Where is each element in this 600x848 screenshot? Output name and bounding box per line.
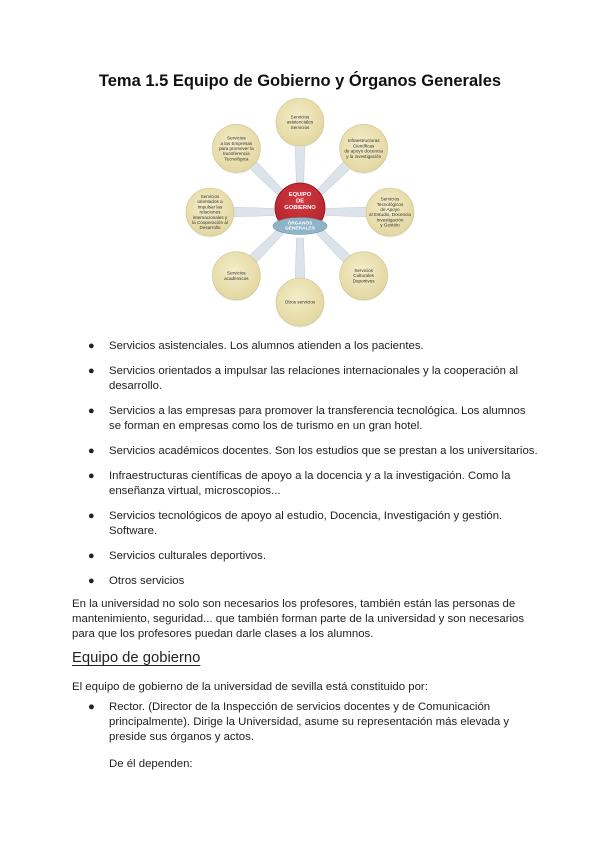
list-item xyxy=(88,364,538,394)
bullet-icon: ● xyxy=(88,445,95,457)
node-label: Tecnológica xyxy=(224,156,249,162)
bullet-icon: ● xyxy=(88,405,95,417)
node-label: Desarrollo xyxy=(199,225,221,231)
rector-text: Rector. (Director de la Inspección de servicios docentes y de Comunicación principalmente). Dirige la Universidad, asume su representación más elevada y preside sus órganos y actos. xyxy=(109,701,510,743)
organization-diagram xyxy=(180,98,420,330)
list-item xyxy=(88,574,538,589)
node-label: Servicios xyxy=(227,135,246,141)
node-label: académicos xyxy=(224,275,249,281)
paragraph-staff: En la universidad no solo son necesarios los profesores, también están las personas de mantenimiento, seguridad... que también forman parte de la universidad y son necesarios para que los profesores puedan darle clases a los alumnos. xyxy=(72,598,525,640)
node-label: a las Empresas xyxy=(220,140,253,146)
node-label: Servicios xyxy=(354,268,373,274)
node-label: orientados a xyxy=(197,199,223,205)
list-item-text: Servicios tecnológicos de apoyo al estudio, Docencia, Investigación y gestión. Software. xyxy=(109,510,503,537)
node-label: Servicios xyxy=(200,194,220,199)
node-label: Investigación xyxy=(376,217,404,223)
paragraph-intro: El equipo de gobierno de la universidad de sevilla está constituido por: xyxy=(72,681,428,693)
list-item xyxy=(88,700,538,745)
diagram-svg xyxy=(180,98,420,330)
node-label: impulsar las xyxy=(197,204,223,210)
bullet-icon: ● xyxy=(88,510,95,522)
node-label: Científicas xyxy=(352,143,375,149)
list-item-text: Infraestructuras científicas de apoyo a la docencia y a la investigación. Como la enseñanza virtual, microscopios... xyxy=(109,470,511,497)
center-label: EQUIPO xyxy=(288,192,312,198)
list-item xyxy=(88,469,538,499)
node-label: internacionales y xyxy=(192,214,228,220)
list-item-text: Servicios orientados a impulsar las relaciones internacionales y la cooperación al desarrollo. xyxy=(109,365,519,392)
node-label: Servicios xyxy=(380,196,400,202)
node-label: relaciones xyxy=(199,209,221,215)
rector-list xyxy=(88,700,538,745)
list-item-text: Servicios asistenciales. Los alumnos atienden a los pacientes. xyxy=(109,340,424,352)
ellipse-label: ÓRGANOS xyxy=(287,221,313,227)
node-label: asistenciales xyxy=(286,119,314,125)
bullet-icon: ● xyxy=(88,470,95,482)
node-label: Servicios xyxy=(290,114,310,120)
list-item-text: Otros servicios xyxy=(109,575,185,587)
list-item xyxy=(88,404,538,434)
ellipse-label: GENERALES xyxy=(285,226,315,232)
list-item-text: Servicios culturales deportivos. xyxy=(109,550,267,562)
center-label: DE xyxy=(295,198,305,205)
node-label: de apoyo docencia xyxy=(344,148,383,154)
services-list xyxy=(88,339,538,599)
bullet-icon: ● xyxy=(88,575,95,587)
list-item-text: Servicios a las empresas para promover la transferencia tecnológica. Los alumnos se forman en empresas como los de turismo en un gran hotel. xyxy=(109,405,526,432)
node-label: transferencia xyxy=(223,151,250,157)
node-label: al Estudio, Docencia xyxy=(369,212,411,218)
node-label: Culturales xyxy=(353,273,374,279)
node-label: para promover la xyxy=(218,145,254,151)
node-label: Tecnológicos xyxy=(376,201,404,207)
list-item xyxy=(88,444,538,459)
node-label: Infraestructuras xyxy=(347,138,380,144)
bullet-icon: ● xyxy=(88,701,95,713)
section-heading: Equipo de gobierno xyxy=(72,650,201,666)
node-label: y la investigación xyxy=(346,153,382,159)
node-label: Servicios xyxy=(290,124,310,130)
bullet-icon: ● xyxy=(88,340,95,352)
node-label: y Gestión xyxy=(380,222,400,228)
node-label: Otros servicios xyxy=(284,299,316,305)
node-label: de Apoyo xyxy=(380,207,400,212)
bullet-icon: ● xyxy=(88,365,95,377)
bullet-icon: ● xyxy=(88,550,95,562)
list-item xyxy=(88,549,538,564)
node-label: Deportivos xyxy=(352,278,375,284)
list-item xyxy=(88,509,538,539)
node-label: Servicios xyxy=(227,270,246,276)
list-item-text: Servicios académicos docentes. Son los estudios que se prestan a los universitarios. xyxy=(109,445,538,457)
page-title: Tema 1.5 Equipo de Gobierno y Órganos Generales xyxy=(98,72,502,90)
node-label: la Cooperación al xyxy=(192,220,228,225)
dependents-label: De él dependen: xyxy=(109,758,193,770)
list-item xyxy=(88,339,538,354)
center-label: GOBIERNO xyxy=(284,205,316,211)
